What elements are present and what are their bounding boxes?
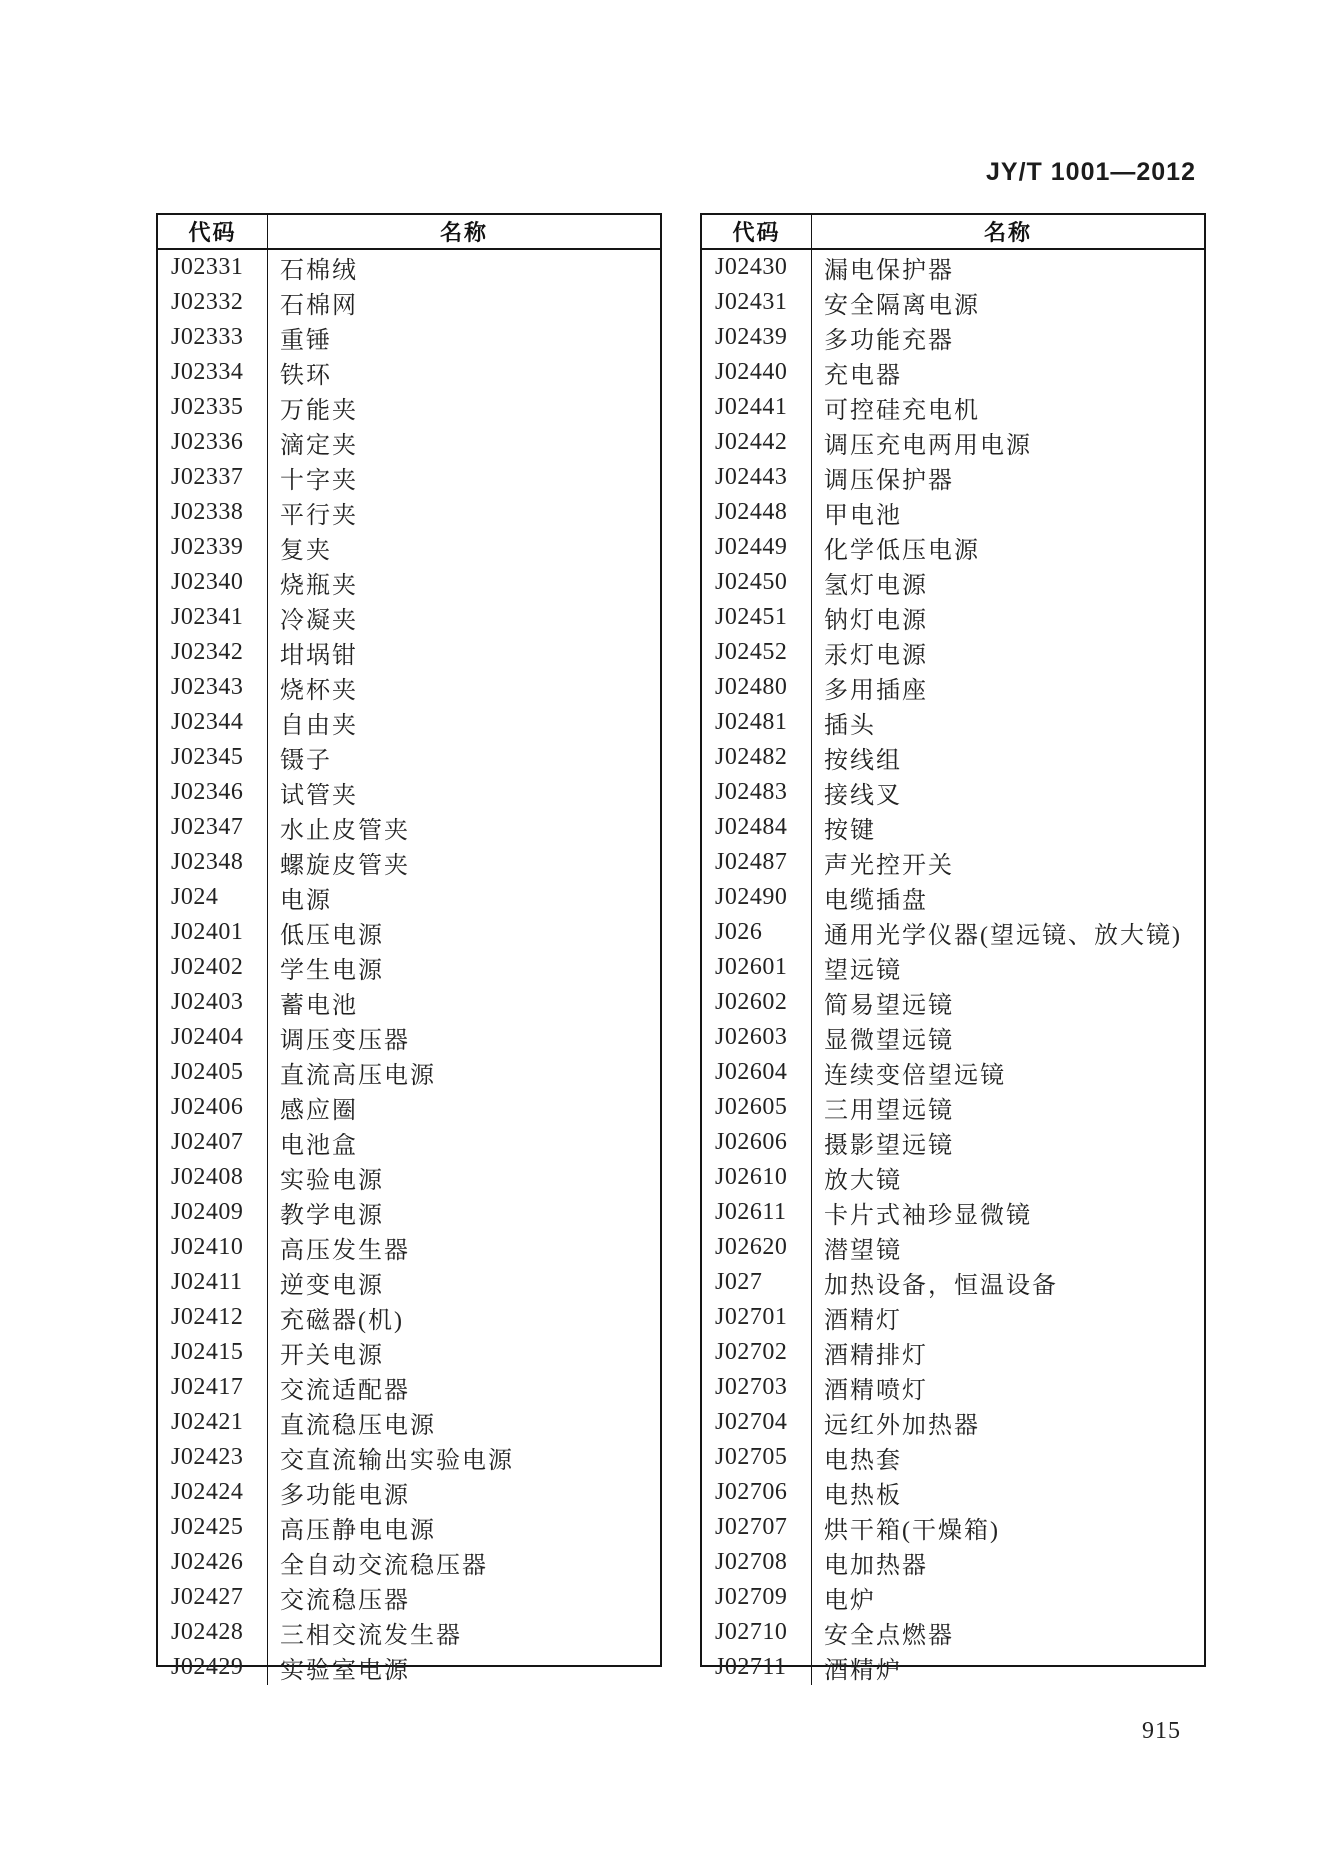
name-cell: 蓄电池: [280, 993, 358, 1019]
table-row: [158, 530, 660, 565]
code-cell: J02346: [158, 775, 268, 810]
table-row: [702, 985, 1204, 1020]
table-row: [702, 1650, 1204, 1685]
code-cell: J02404: [158, 1020, 268, 1055]
table-row: [158, 1055, 660, 1090]
column-header-name: 名称: [983, 220, 1032, 245]
table-row: [158, 740, 660, 775]
name-cell: 汞灯电源: [824, 643, 928, 669]
table-row: [158, 950, 660, 985]
standard-number: JY/T 1001—2012: [986, 158, 1196, 186]
code-cell: J02620: [702, 1230, 812, 1265]
table-row: [158, 1230, 660, 1265]
name-cell: 铁环: [280, 363, 332, 389]
name-cell: 学生电源: [280, 958, 384, 984]
name-cell: 烧杯夹: [280, 678, 358, 704]
name-cell: 电源: [280, 888, 332, 914]
code-cell: J02407: [158, 1125, 268, 1160]
name-cell: 交流适配器: [280, 1378, 410, 1404]
code-cell: J02417: [158, 1370, 268, 1405]
code-cell: J02450: [702, 565, 812, 600]
name-cell: 电炉: [824, 1588, 876, 1614]
name-cell: 石棉绒: [280, 258, 358, 284]
table-row: [702, 1090, 1204, 1125]
code-cell: J02611: [702, 1195, 812, 1230]
table-row: [158, 705, 660, 740]
code-cell: J02706: [702, 1475, 812, 1510]
code-cell: J02426: [158, 1545, 268, 1580]
table-row: [158, 1650, 660, 1685]
table-row: [702, 1160, 1204, 1195]
name-cell: 实验室电源: [280, 1658, 410, 1684]
table-row: [158, 1580, 660, 1615]
table-row: [702, 600, 1204, 635]
code-cell: J02412: [158, 1300, 268, 1335]
table-row: [158, 250, 660, 285]
name-cell: 酒精喷灯: [824, 1378, 928, 1404]
table-row: [158, 495, 660, 530]
table-row: [158, 775, 660, 810]
table-row: [702, 880, 1204, 915]
name-cell: 交直流输出实验电源: [280, 1448, 514, 1474]
table-header: [702, 215, 1204, 250]
table-row: [158, 285, 660, 320]
table-row: [702, 950, 1204, 985]
table-row: [702, 810, 1204, 845]
column-header-code: 代码: [702, 215, 812, 248]
code-cell: J02343: [158, 670, 268, 705]
code-cell: J02440: [702, 355, 812, 390]
name-cell: 充电器: [824, 363, 902, 389]
code-cell: J02421: [158, 1405, 268, 1440]
code-cell: J02332: [158, 285, 268, 320]
table-row: [158, 565, 660, 600]
code-cell: J02484: [702, 810, 812, 845]
code-cell: J02430: [702, 250, 812, 285]
code-cell: J02334: [158, 355, 268, 390]
table-row: [702, 670, 1204, 705]
table-row: [702, 1440, 1204, 1475]
table-row: [702, 635, 1204, 670]
code-cell: J02339: [158, 530, 268, 565]
code-cell: J02429: [158, 1650, 268, 1685]
name-cell: 复夹: [280, 538, 332, 564]
table-row: [158, 635, 660, 670]
name-cell: 实验电源: [280, 1168, 384, 1194]
table-row: [158, 1125, 660, 1160]
name-cell: 感应圈: [280, 1098, 358, 1124]
name-cell: 镊子: [280, 748, 332, 774]
name-cell: 卡片式袖珍显微镜: [824, 1203, 1032, 1229]
name-cell: 安全隔离电源: [824, 293, 980, 319]
table-row: [702, 845, 1204, 880]
code-cell: J02441: [702, 390, 812, 425]
code-table-left: [156, 213, 662, 1684]
name-cell: 潜望镜: [824, 1238, 902, 1264]
code-cell: J02428: [158, 1615, 268, 1650]
table-row: [702, 1405, 1204, 1440]
name-cell: 自由夹: [280, 713, 358, 739]
table-row: [702, 705, 1204, 740]
name-cell: 调压变压器: [280, 1028, 410, 1054]
table-row: [158, 1405, 660, 1440]
table-row: [158, 1335, 660, 1370]
code-cell: J02606: [702, 1125, 812, 1160]
table-row: [158, 1090, 660, 1125]
code-cell: J02340: [158, 565, 268, 600]
table-row: [158, 1160, 660, 1195]
table-row: [702, 495, 1204, 530]
code-cell: J02405: [158, 1055, 268, 1090]
name-cell: 连续变倍望远镜: [824, 1063, 1006, 1089]
code-cell: J02701: [702, 1300, 812, 1335]
name-cell: 烧瓶夹: [280, 573, 358, 599]
code-cell: J02337: [158, 460, 268, 495]
code-cell: J02483: [702, 775, 812, 810]
name-cell: 插头: [824, 713, 876, 739]
table-row: [158, 425, 660, 460]
name-cell: 三用望远镜: [824, 1098, 954, 1124]
code-cell: J02449: [702, 530, 812, 565]
table-row: [158, 1510, 660, 1545]
code-cell: J02480: [702, 670, 812, 705]
code-cell: J02448: [702, 495, 812, 530]
table-row: [702, 1055, 1204, 1090]
table-row: [158, 600, 660, 635]
name-cell: 可控硅充电机: [824, 398, 980, 424]
code-cell: J02344: [158, 705, 268, 740]
code-cell: J02610: [702, 1160, 812, 1195]
table-row: [702, 1510, 1204, 1545]
name-cell: 开关电源: [280, 1343, 384, 1369]
name-cell: 万能夹: [280, 398, 358, 424]
name-cell: 高压发生器: [280, 1238, 410, 1264]
code-cell: J02604: [702, 1055, 812, 1090]
code-cell: J02347: [158, 810, 268, 845]
name-cell: 烘干箱(干燥箱): [824, 1518, 1000, 1544]
code-cell: J02443: [702, 460, 812, 495]
code-cell: J02603: [702, 1020, 812, 1055]
table-row: [702, 915, 1204, 950]
table-row: [158, 1615, 660, 1650]
name-cell: 滴定夹: [280, 433, 358, 459]
code-cell: J02602: [702, 985, 812, 1020]
code-cell: J02710: [702, 1615, 812, 1650]
table-row: [158, 1475, 660, 1510]
code-cell: J02335: [158, 390, 268, 425]
code-cell: J02452: [702, 635, 812, 670]
table-row: [702, 740, 1204, 775]
code-cell: J02401: [158, 915, 268, 950]
name-cell: 电热板: [824, 1483, 902, 1509]
name-cell: 低压电源: [280, 923, 384, 949]
code-cell: J02425: [158, 1510, 268, 1545]
name-cell: 远红外加热器: [824, 1413, 980, 1439]
code-cell: J027: [702, 1265, 812, 1300]
table-row: [702, 355, 1204, 390]
code-cell: J02331: [158, 250, 268, 285]
code-cell: J024: [158, 880, 268, 915]
name-cell: 石棉网: [280, 293, 358, 319]
table-row: [158, 390, 660, 425]
table-row: [158, 845, 660, 880]
table-row: [702, 1475, 1204, 1510]
code-cell: J02490: [702, 880, 812, 915]
name-cell: 放大镜: [824, 1168, 902, 1194]
name-cell: 安全点燃器: [824, 1623, 954, 1649]
table-row: [702, 1230, 1204, 1265]
code-cell: J02481: [702, 705, 812, 740]
table-row: [702, 460, 1204, 495]
name-cell: 酒精炉: [824, 1658, 902, 1684]
name-cell: 调压充电两用电源: [824, 433, 1032, 459]
name-cell: 全自动交流稳压器: [280, 1553, 488, 1579]
name-cell: 通用光学仪器(望远镜、放大镜): [824, 923, 1182, 949]
code-cell: J02345: [158, 740, 268, 775]
table-row: [702, 1265, 1204, 1300]
name-cell: 加热设备，恒温设备: [824, 1273, 1058, 1299]
code-cell: J02451: [702, 600, 812, 635]
name-cell: 酒精排灯: [824, 1343, 928, 1369]
name-cell: 教学电源: [280, 1203, 384, 1229]
table-body: [158, 250, 660, 1685]
table-row: [702, 285, 1204, 320]
table-row: [158, 985, 660, 1020]
table-row: [158, 915, 660, 950]
name-cell: 酒精灯: [824, 1308, 902, 1334]
code-cell: J02406: [158, 1090, 268, 1125]
code-cell: J02705: [702, 1440, 812, 1475]
code-cell: J02482: [702, 740, 812, 775]
name-cell: 电热套: [824, 1448, 902, 1474]
code-cell: J02424: [158, 1475, 268, 1510]
code-cell: J02348: [158, 845, 268, 880]
code-cell: J02711: [702, 1650, 812, 1685]
tables-container: [156, 213, 1206, 1684]
code-cell: J02341: [158, 600, 268, 635]
name-cell: 按线组: [824, 748, 902, 774]
table-row: [158, 1265, 660, 1300]
code-cell: J02487: [702, 845, 812, 880]
name-cell: 调压保护器: [824, 468, 954, 494]
name-cell: 直流稳压电源: [280, 1413, 436, 1439]
code-cell: J02403: [158, 985, 268, 1020]
name-cell: 水止皮管夹: [280, 818, 410, 844]
code-cell: J02338: [158, 495, 268, 530]
code-table-right: [700, 213, 1206, 1684]
code-cell: J02408: [158, 1160, 268, 1195]
code-cell: J02704: [702, 1405, 812, 1440]
name-cell: 充磁器(机): [280, 1308, 404, 1334]
table-row: [158, 1370, 660, 1405]
name-cell: 电池盒: [280, 1133, 358, 1159]
column-header-name: 名称: [439, 220, 488, 245]
name-cell: 声光控开关: [824, 853, 954, 879]
code-cell: J02342: [158, 635, 268, 670]
table-row: [158, 1545, 660, 1580]
name-cell: 电缆插盘: [824, 888, 928, 914]
table-row: [702, 1370, 1204, 1405]
code-cell: J02439: [702, 320, 812, 355]
table-row: [158, 355, 660, 390]
name-cell: 平行夹: [280, 503, 358, 529]
code-cell: J02442: [702, 425, 812, 460]
name-cell: 交流稳压器: [280, 1588, 410, 1614]
table-row: [702, 320, 1204, 355]
name-cell: 接线叉: [824, 783, 902, 809]
name-cell: 钠灯电源: [824, 608, 928, 634]
code-cell: J02601: [702, 950, 812, 985]
name-cell: 坩埚钳: [280, 643, 358, 669]
table-row: [158, 880, 660, 915]
name-cell: 螺旋皮管夹: [280, 853, 410, 879]
code-cell: J02707: [702, 1510, 812, 1545]
code-cell: J02333: [158, 320, 268, 355]
name-cell: 冷凝夹: [280, 608, 358, 634]
name-cell: 逆变电源: [280, 1273, 384, 1299]
name-cell: 电加热器: [824, 1553, 928, 1579]
table-row: [702, 530, 1204, 565]
name-cell: 多功能电源: [280, 1483, 410, 1509]
code-cell: J02703: [702, 1370, 812, 1405]
code-cell: J02415: [158, 1335, 268, 1370]
table-row: [158, 1020, 660, 1055]
name-cell: 高压静电电源: [280, 1518, 436, 1544]
code-cell: J02336: [158, 425, 268, 460]
name-cell: 摄影望远镜: [824, 1133, 954, 1159]
name-cell: 重锤: [280, 328, 332, 354]
name-cell: 望远镜: [824, 958, 902, 984]
table-row: [158, 460, 660, 495]
table-row: [702, 425, 1204, 460]
table-row: [158, 810, 660, 845]
table-row: [158, 1300, 660, 1335]
table-row: [158, 320, 660, 355]
code-cell: J02410: [158, 1230, 268, 1265]
name-cell: 简易望远镜: [824, 993, 954, 1019]
name-cell: 化学低压电源: [824, 538, 980, 564]
table-row: [702, 1125, 1204, 1160]
table-row: [158, 1440, 660, 1475]
table-row: [702, 1300, 1204, 1335]
name-cell: 三相交流发生器: [280, 1623, 462, 1649]
column-header-code: 代码: [158, 215, 268, 248]
table-body: [702, 250, 1204, 1685]
code-cell: J02409: [158, 1195, 268, 1230]
name-cell: 显微望远镜: [824, 1028, 954, 1054]
page-number: 915: [1142, 1718, 1181, 1744]
code-cell: J02431: [702, 285, 812, 320]
name-cell: 氢灯电源: [824, 573, 928, 599]
name-cell: 按键: [824, 818, 876, 844]
code-cell: J02402: [158, 950, 268, 985]
name-cell: 直流高压电源: [280, 1063, 436, 1089]
name-cell: 多用插座: [824, 678, 928, 704]
table-row: [702, 1545, 1204, 1580]
table-row: [158, 1195, 660, 1230]
table-row: [702, 565, 1204, 600]
name-cell: 漏电保护器: [824, 258, 954, 284]
table-row: [702, 1615, 1204, 1650]
table-row: [702, 390, 1204, 425]
code-cell: J02605: [702, 1090, 812, 1125]
table-row: [702, 775, 1204, 810]
code-cell: J02708: [702, 1545, 812, 1580]
table-row: [158, 670, 660, 705]
code-cell: J026: [702, 915, 812, 950]
table-header: [158, 215, 660, 250]
table-row: [702, 1020, 1204, 1055]
table-row: [702, 1335, 1204, 1370]
code-cell: J02423: [158, 1440, 268, 1475]
code-cell: J02702: [702, 1335, 812, 1370]
code-cell: J02411: [158, 1265, 268, 1300]
name-cell: 十字夹: [280, 468, 358, 494]
name-cell: 甲电池: [824, 503, 902, 529]
code-cell: J02709: [702, 1580, 812, 1615]
name-cell: 试管夹: [280, 783, 358, 809]
table-row: [702, 1580, 1204, 1615]
table-row: [702, 250, 1204, 285]
name-cell: 多功能充器: [824, 328, 954, 354]
table-row: [702, 1195, 1204, 1230]
code-cell: J02427: [158, 1580, 268, 1615]
